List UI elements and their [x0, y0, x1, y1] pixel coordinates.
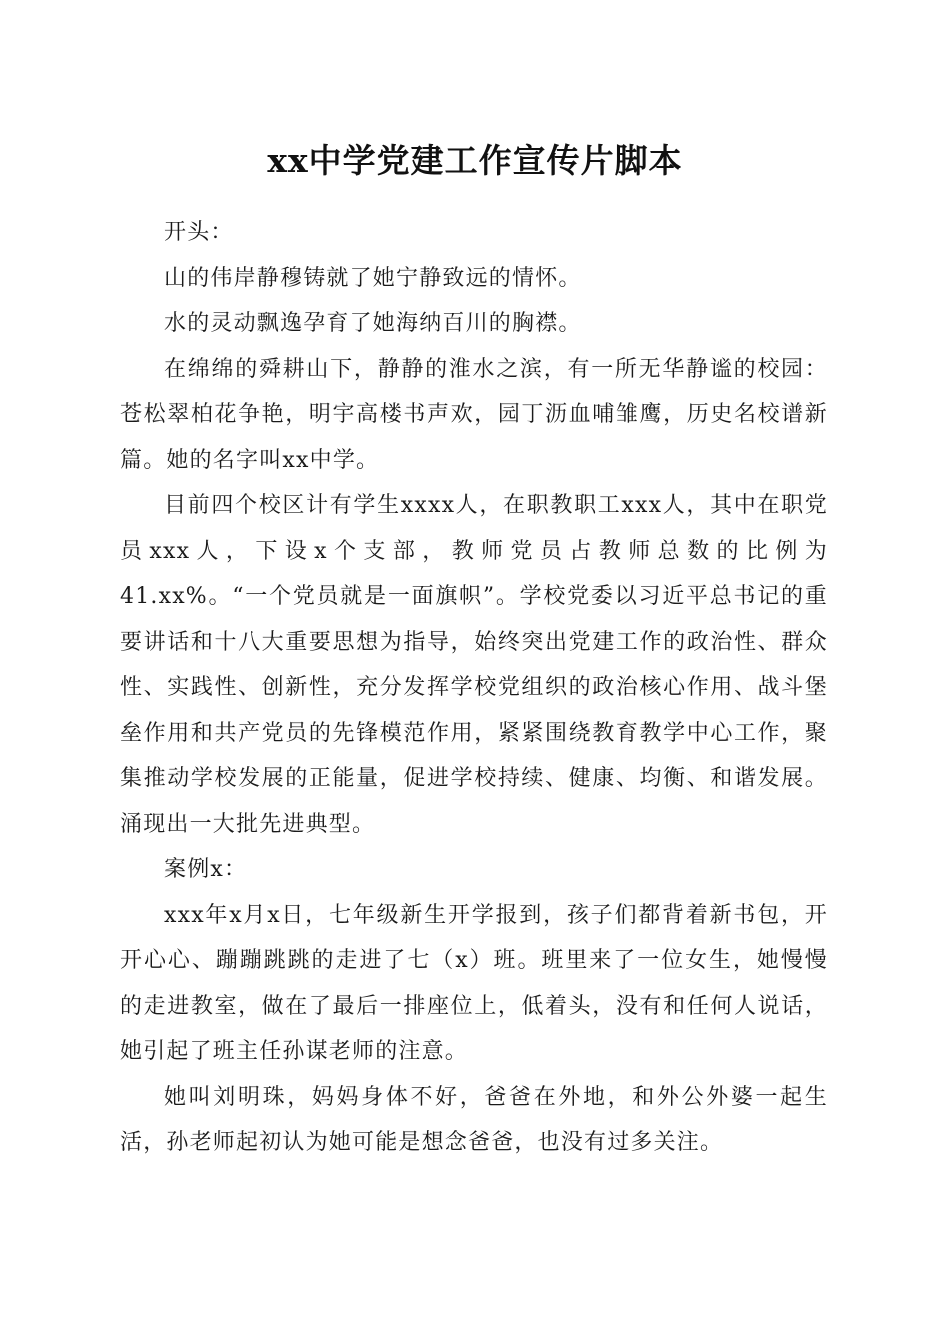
- document-body: [120, 210, 828, 1166]
- paragraph-water: 水的灵动飘逸孕育了她海纳百川的胸襟。: [164, 311, 582, 336]
- paragraph-student-background: 她叫刘明珠，妈妈身体不好，爸爸在外地，和外公外婆一起生活，孙老师起初认为她可能是想念爸爸，也没有过多关注。: [120, 1084, 828, 1155]
- paragraph-campus: 在绵绵的舜耕山下，静静的淮水之滨，有一所无华静谧的校园：苍松翠柏花争艳，明宇高楼书声欢，园丁沥血哺雏鹰，历史名校谱新篇。她的名字叫xx中学。: [120, 356, 828, 473]
- paragraph-case-story: xxx年x月x日，七年级新生开学报到，孩子们都背着新书包，开开心心、蹦蹦跳跳的走进了七（x）班。班里来了一位女生，她慢慢的走进教室，做在了最后一排座位上，低着头，没有和任何人说话，她引起了班主任孙谋老师的注意。: [120, 902, 828, 1064]
- paragraph-mountain: 山的伟岸静穆铸就了她宁静致远的情怀。: [164, 265, 582, 291]
- document-title: xx中学党建工作宣传片脚本: [267, 141, 683, 180]
- paragraph-opening-label: 开头：: [164, 220, 234, 245]
- paragraph-statistics: 目前四个校区计有学生xxxx人，在职教职工xxx人，其中在职党员xxx人，下设x个支部，教师党员占教师总数的比例为41.xx%。“一个党员就是一面旗帜”。学校党委以习近平总书记的重要讲话和十八大重要思想为指导，始终突出党建工作的政治性、群众性、实践性、创新性，充分发挥学校党组织的政治核心作用、战斗堡垒作用和共产党员的先锋模范作用，紧紧围绕教育教学中心工作，聚集推动学校发展的正能量，促进学校持续、健康、均衡、和谐发展。涌现出一大批先进典型。: [120, 493, 828, 837]
- paragraph-case-label: 案例x：: [164, 857, 248, 882]
